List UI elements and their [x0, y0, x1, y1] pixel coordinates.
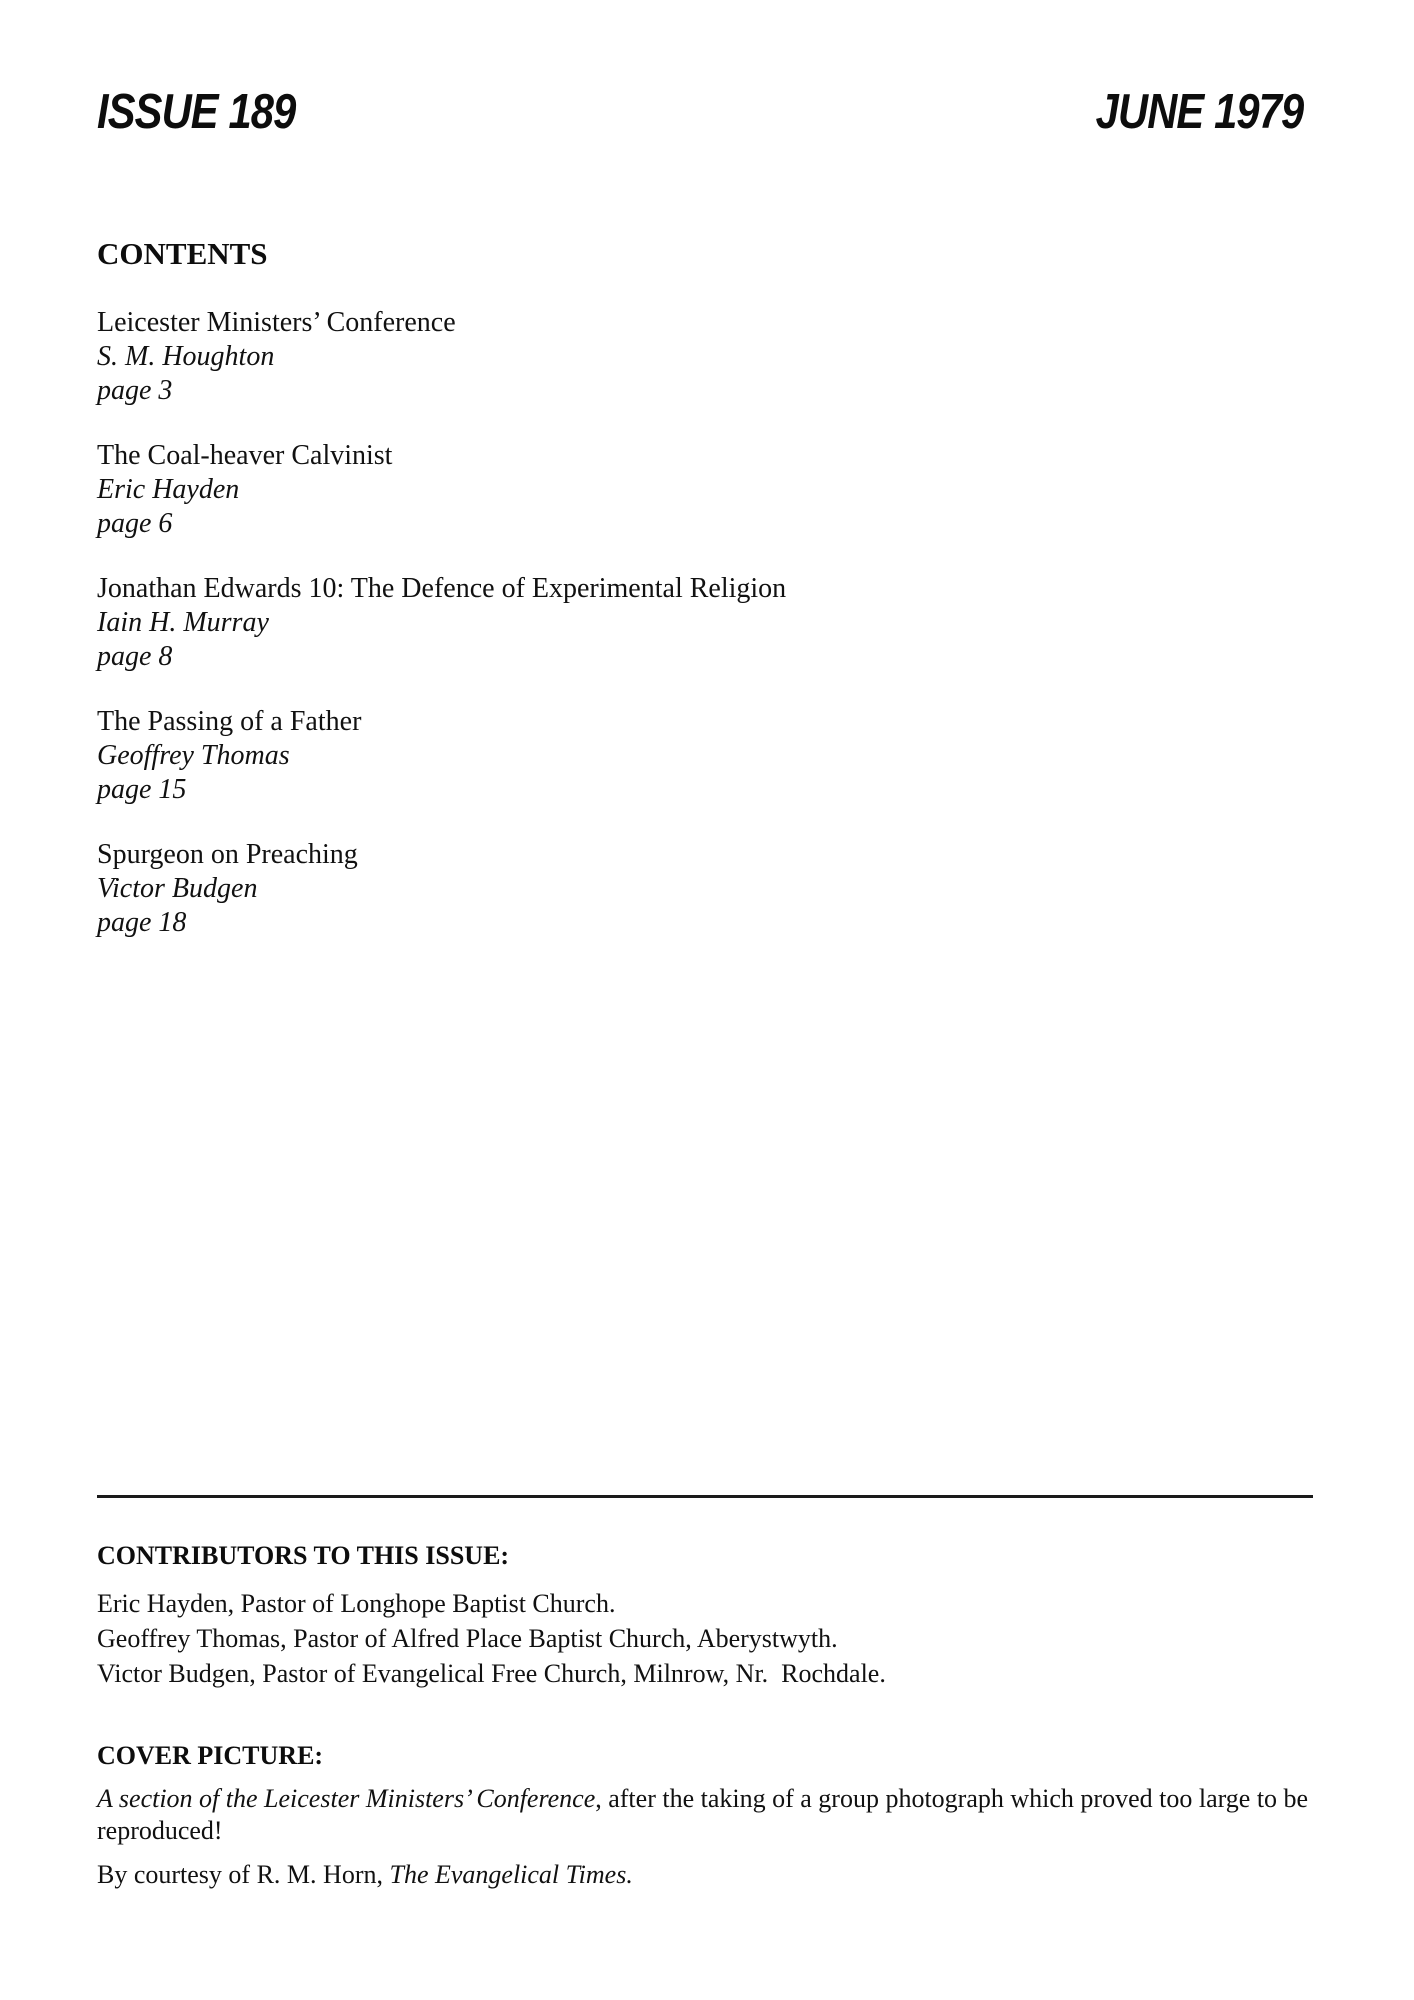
toc-entry	[97, 572, 1313, 674]
toc-entry	[97, 838, 1313, 940]
article-page-ref: page 8	[97, 641, 173, 672]
contents-heading: CONTENTS	[97, 236, 268, 271]
caption-regular-text: , after the taking of a group photograph which proved too large to be	[595, 1784, 1309, 1813]
table-of-contents	[97, 306, 1313, 971]
contributor-line: Geoffrey Thomas, Pastor of Alfred Place Baptist Church, Aberystwyth.	[97, 1624, 838, 1653]
article-title: Jonathan Edwards 10: The Defence of Experimental Religion	[97, 573, 787, 604]
contributor-line: Victor Budgen, Pastor of Evangelical Free Church, Milnrow, Nr. Rochdale.	[97, 1659, 886, 1688]
article-author: Geoffrey Thomas	[97, 740, 290, 771]
article-author: S. M. Houghton	[97, 341, 275, 372]
horizontal-rule	[97, 1495, 1313, 1498]
article-title: Spurgeon on Preaching	[97, 839, 358, 870]
issue-date: JUNE 1979	[1095, 85, 1303, 139]
caption-italic-text: A section of the Leicester Ministers’ Conference	[97, 1784, 596, 1813]
article-page-ref: page 6	[97, 508, 173, 539]
cover-picture-section	[97, 1743, 1374, 1891]
contributors-heading: CONTRIBUTORS TO THIS ISSUE:	[97, 1541, 510, 1570]
article-author: Victor Budgen	[97, 873, 258, 904]
courtesy-prefix: By courtesy of R. M. Horn,	[97, 1860, 390, 1889]
toc-entry	[97, 705, 1313, 807]
article-page-ref: page 15	[97, 774, 187, 805]
cover-picture-heading: COVER PICTURE:	[97, 1741, 324, 1770]
article-title: Leicester Ministers’ Conference	[97, 307, 456, 338]
article-author: Iain H. Murray	[97, 607, 269, 638]
masthead	[97, 85, 1303, 139]
caption-line	[97, 1783, 1374, 1815]
article-page-ref: page 18	[97, 907, 187, 938]
courtesy-source: The Evangelical Times.	[389, 1860, 633, 1889]
caption-line: reproduced!	[97, 1816, 223, 1845]
article-title: The Coal-heaver Calvinist	[97, 440, 393, 471]
article-page-ref: page 3	[97, 375, 173, 406]
toc-entry	[97, 306, 1313, 408]
toc-entry	[97, 439, 1313, 541]
contributors-list	[97, 1586, 1313, 1691]
issue-number: ISSUE 189	[97, 85, 296, 139]
contributor-line: Eric Hayden, Pastor of Longhope Baptist Church.	[97, 1589, 616, 1618]
cover-picture-courtesy	[97, 1859, 1374, 1891]
article-author: Eric Hayden	[97, 474, 240, 505]
contributors-section	[97, 1543, 1313, 1691]
cover-picture-caption	[97, 1783, 1374, 1847]
article-title: The Passing of a Father	[97, 706, 362, 737]
